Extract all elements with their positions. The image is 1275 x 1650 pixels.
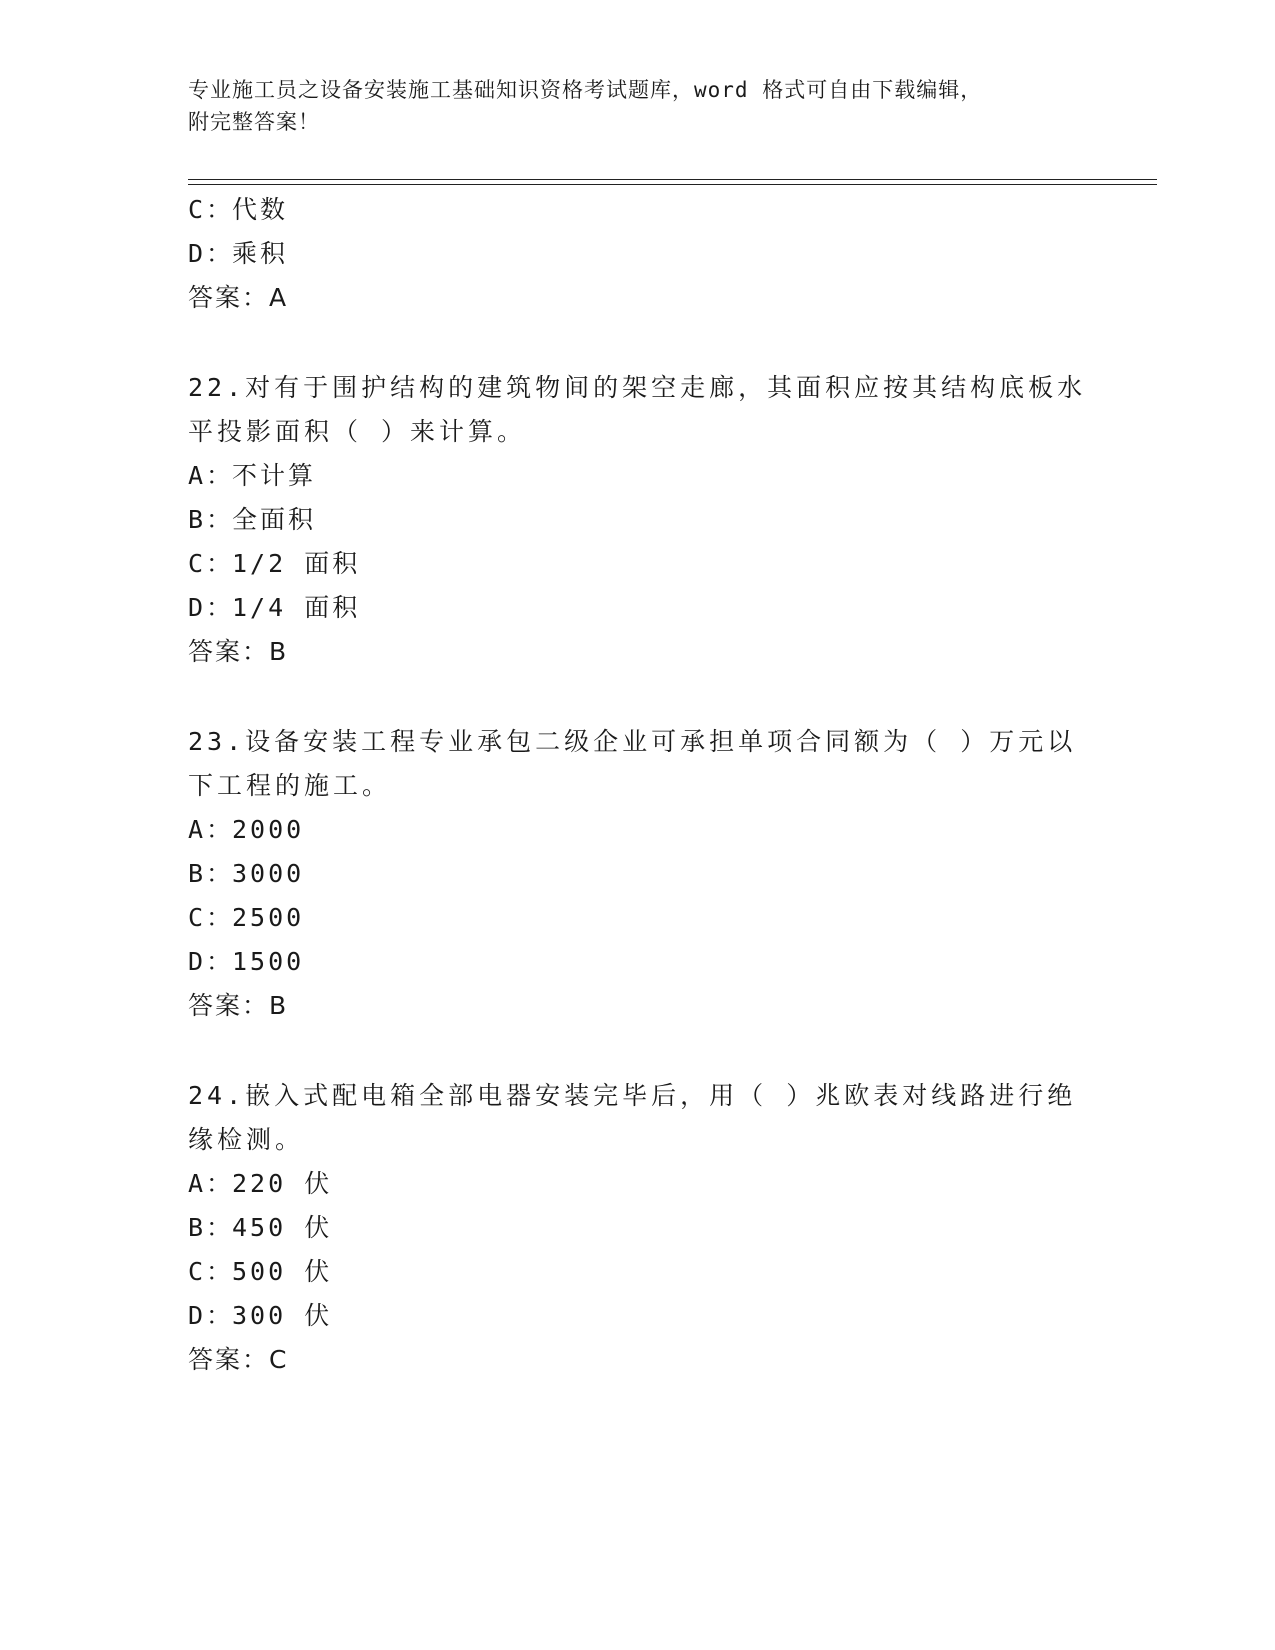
document-header bbox=[188, 74, 1088, 138]
option-letter: D： bbox=[188, 1301, 235, 1330]
option-text: 1/4 面积 bbox=[232, 593, 361, 622]
option-letter: C： bbox=[188, 549, 235, 578]
answer-line: 答案：B bbox=[188, 637, 289, 666]
option-a bbox=[188, 460, 316, 492]
question-24-stem-line-2: 缘检测。 bbox=[188, 1125, 305, 1154]
option-text: 1500 bbox=[232, 947, 305, 976]
option-letter: B： bbox=[188, 505, 235, 534]
option-text: 乘积 bbox=[232, 239, 289, 268]
question-22-stem-line-1: 22.对有于围护结构的建筑物间的架空走廊，其面积应按其结构底板水 bbox=[188, 373, 1087, 402]
option-text: 代数 bbox=[232, 195, 289, 224]
option-d bbox=[188, 592, 360, 624]
option-text: 300 伏 bbox=[232, 1301, 333, 1330]
option-letter: C： bbox=[188, 903, 235, 932]
option-b bbox=[188, 858, 304, 890]
answer-line: 答案：A bbox=[188, 283, 289, 312]
question-23-stem-line-2: 下工程的施工。 bbox=[188, 771, 392, 800]
option-b bbox=[188, 504, 316, 536]
option-text: 500 伏 bbox=[232, 1257, 333, 1286]
option-letter: D： bbox=[188, 239, 235, 268]
option-letter: B： bbox=[188, 859, 235, 888]
option-text: 全面积 bbox=[232, 505, 317, 534]
option-b bbox=[188, 1212, 332, 1244]
option-letter: D： bbox=[188, 947, 235, 976]
option-a bbox=[188, 814, 304, 846]
option-c bbox=[188, 548, 360, 580]
option-text: 2000 bbox=[232, 815, 305, 844]
option-text: 2500 bbox=[232, 903, 305, 932]
answer-line: 答案：C bbox=[188, 1345, 289, 1374]
option-c bbox=[188, 194, 288, 226]
option-c bbox=[188, 902, 304, 934]
option-text: 3000 bbox=[232, 859, 305, 888]
option-text: 220 伏 bbox=[232, 1169, 333, 1198]
answer-line: 答案：B bbox=[188, 991, 289, 1020]
option-c bbox=[188, 1256, 332, 1288]
option-d bbox=[188, 1300, 332, 1332]
option-letter: D： bbox=[188, 593, 235, 622]
option-letter: B： bbox=[188, 1213, 235, 1242]
question-23-stem-line-1: 23.设备安装工程专业承包二级企业可承担单项合同额为（ ）万元以 bbox=[188, 727, 1077, 756]
option-letter: A： bbox=[188, 1169, 235, 1198]
option-letter: A： bbox=[188, 461, 235, 490]
option-d bbox=[188, 946, 304, 978]
header-line-2: 附完整答案！ bbox=[188, 110, 320, 134]
option-letter: A： bbox=[188, 815, 235, 844]
option-text: 1/2 面积 bbox=[232, 549, 361, 578]
header-line-1: 专业施工员之设备安装施工基础知识资格考试题库，word 格式可自由下载编辑， bbox=[188, 78, 983, 102]
option-letter: C： bbox=[188, 195, 235, 224]
header-divider-top bbox=[188, 179, 1157, 180]
option-d bbox=[188, 238, 288, 270]
option-text: 450 伏 bbox=[232, 1213, 333, 1242]
question-22-stem-line-2: 平投影面积（ ）来计算。 bbox=[188, 417, 527, 446]
question-24-stem-line-1: 24.嵌入式配电箱全部电器安装完毕后，用（ ）兆欧表对线路进行绝 bbox=[188, 1081, 1077, 1110]
option-text: 不计算 bbox=[232, 461, 317, 490]
option-a bbox=[188, 1168, 332, 1200]
header-divider-bottom bbox=[188, 184, 1157, 185]
option-letter: C： bbox=[188, 1257, 235, 1286]
